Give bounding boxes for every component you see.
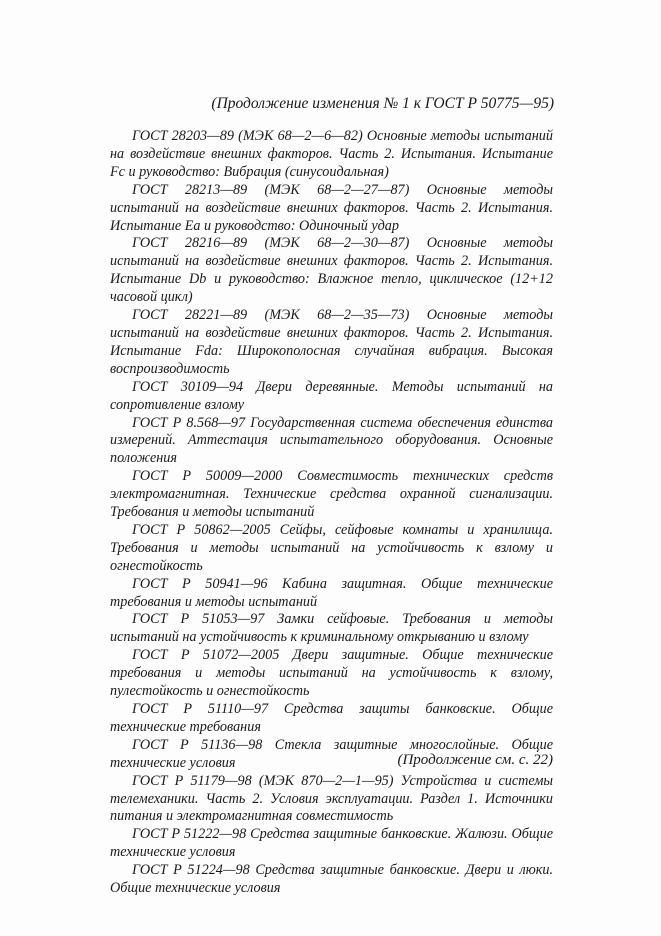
continuation-header: (Продолжение изменения № 1 к ГОСТ Р 50775—95) [211,95,554,112]
standard-entry: ГОСТ Р 51136—98 Стекла защитные многослойные. Общие технические условия [110,736,553,771]
standard-entry: ГОСТ Р 51110—97 Средства защиты банковские. Общие технические требования [110,701,553,735]
standard-entry: ГОСТ 28213—89 (МЭК 68—2—27—87) Основные методы испытаний на воздействие внешних факторов. Часть 2. Испытания. Испытание Еа и руководство: Одиночный удар [110,181,553,234]
standard-entry: ГОСТ Р 51053—97 Замки сейфовые. Требования и методы испытаний на устойчивость к криминальному открыванию и взлому [110,611,553,646]
standard-entry: ГОСТ Р 50941—96 Кабина защитная. Общие технические требования и методы испытаний [110,575,553,610]
standard-entry: ГОСТ Р 51224—98 Средства защитные банковские. Двери и люки. Общие технические условия [110,862,553,897]
standard-entry: ГОСТ Р 8.568—97 Государственная система обеспечения единства измерений. Аттестация испытательного оборудования. Основные положения [110,414,553,467]
standard-entry: ГОСТ Р 51072—2005 Двери защитные. Общие технические требования и методы испытаний на устойчивость к взлому, пулестойкость и огнестойкость [110,647,553,700]
standard-entry: ГОСТ Р 50009—2000 Совместимость технических средств электромагнитная. Технические средства охранной сигнализации. Требования и методы испытаний [110,468,553,521]
standard-entry: ГОСТ Р 50862—2005 Сейфы, сейфовые комнаты и хранилища. Требования и методы испытаний на устойчивость к взлому и огнестойкость [110,521,553,574]
standard-entry: ГОСТ 30109—94 Двери деревянные. Методы испытаний на сопротивление взлому [110,378,553,413]
standards-list [110,128,553,898]
continuation-footer: (Продолжение см. с. 22) [397,752,553,768]
standard-entry: ГОСТ 28203—89 (МЭК 68—2—6—82) Основные методы испытаний на воздействие внешних факторов. Часть 2. Испытания. Испытание Fc и руководство: Вибрация (синусоидальная) [110,128,553,180]
standard-entry: ГОСТ 28221—89 (МЭК 68—2—35—73) Основные методы испытаний на воздействие внешних факторов. Часть 2. Испытания. Испытание Fda: Широкополосная случайная вибрация. Высокая воспроизводимость [110,307,553,377]
standard-entry: ГОСТ Р 51222—98 Средства защитные банковские. Жалюзи. Общие технические условия [110,826,553,861]
standard-entry: ГОСТ 28216—89 (МЭК 68—2—30—87) Основные методы испытаний на воздействие внешних факторов. Часть 2. Испытания. Испытание Db и руководство: Влажное тепло, циклическое (12+12 часовой цикл) [110,235,553,306]
standard-entry: ГОСТ Р 51179—98 (МЭК 870—2—1—95) Устройства и системы телемеханики. Часть 2. Условия эксплуатации. Раздел 1. Источники питания и электромагнитная совместимость [110,772,553,825]
